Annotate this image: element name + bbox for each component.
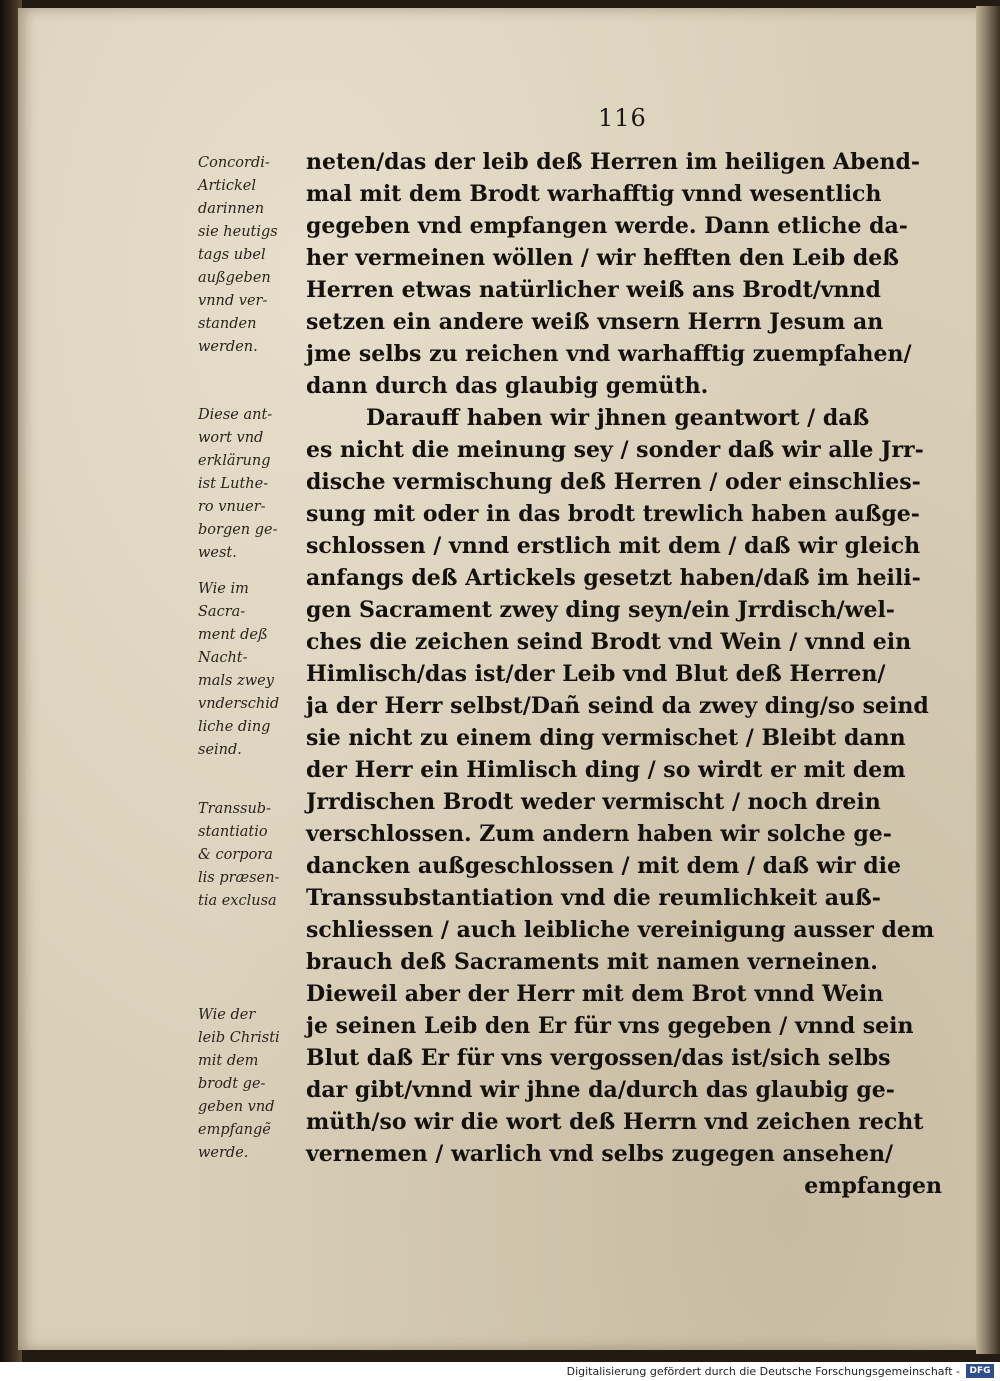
marginal-line: Sacra- — [198, 604, 246, 620]
marginal-line: werden. — [198, 339, 258, 355]
text-line: neten/das der leib deß Herren im heiligen Abend- — [306, 149, 920, 175]
text-line: mal mit dem Brodt warhafftig vnnd wesentlich — [306, 181, 882, 207]
text-line: es nicht die meinung sey / sonder daß wir alle Jrr- — [306, 437, 924, 463]
marginal-note-1 — [198, 152, 304, 359]
marginal-line: vnderschid — [198, 696, 280, 712]
marginal-line: Diese ant- — [198, 407, 273, 423]
text-line: dar gibt/vnnd wir jhne da/durch das glaubig ge- — [306, 1077, 895, 1103]
page-edge — [976, 6, 1000, 1354]
text-line: Blut daß Er für vns vergossen/das ist/sich selbs — [306, 1045, 891, 1071]
marginal-note-2 — [198, 404, 304, 565]
text-line: jme selbs zu reichen vnd warhafftig zuempfahen/ — [306, 341, 912, 367]
marginal-line: Transsub- — [198, 801, 271, 817]
marginal-line: tia exclusa — [198, 893, 277, 909]
marginal-line: außgeben — [198, 270, 271, 286]
marginal-line: & corpora — [198, 847, 273, 863]
marginal-line: ro vnuer- — [198, 499, 266, 515]
text-line: sung mit oder in das brodt trewlich haben außge- — [306, 501, 920, 527]
marginal-note-5 — [198, 1004, 304, 1165]
marginal-note-3 — [198, 578, 304, 762]
text-line: dancken außgeschlossen / mit dem / daß wir die — [306, 853, 901, 879]
text-line: Transsubstantiation vnd die reumlichkeit auß- — [306, 885, 881, 911]
text-line: gegeben vnd empfangen werde. Dann etliche da- — [306, 213, 908, 239]
text-line: verschlossen. Zum andern haben wir solche ge- — [306, 821, 892, 847]
marginal-line: mals zwey — [198, 673, 274, 689]
marginal-line: west. — [198, 545, 237, 561]
text-line: dische vermischung deß Herren / oder einschlies- — [306, 469, 921, 495]
text-line: schliessen / auch leibliche vereinigung ausser dem — [306, 917, 935, 943]
marginal-line: wort vnd — [198, 430, 264, 446]
page-number: 116 — [598, 104, 647, 132]
text-line: Herren etwas natürlicher weiß ans Brodt/vnnd — [306, 277, 881, 303]
text-line: vernemen / warlich vnd selbs zugegen ansehen/ — [306, 1141, 894, 1167]
text-line: sie nicht zu einem ding vermischet / Bleibt dann — [306, 725, 906, 751]
marginal-note-4 — [198, 798, 304, 913]
text-line: je seinen Leib den Er für vns gegeben / vnnd sein — [306, 1013, 914, 1039]
marginal-line: ment deß — [198, 627, 268, 643]
text-line: müth/so wir die wort deß Herrn vnd zeichen recht — [306, 1109, 924, 1135]
marginal-line: vnnd ver- — [198, 293, 268, 309]
marginal-line: tags ubel — [198, 247, 266, 263]
marginal-line: erklärung — [198, 453, 271, 469]
text-line: her vermeinen wöllen / wir hefften den Leib deß — [306, 245, 899, 271]
body-text — [306, 146, 942, 1202]
marginal-line: brodt ge- — [198, 1076, 266, 1092]
catchword: empfangen — [804, 1173, 942, 1199]
text-line: gen Sacrament zwey ding seyn/ein Jrrdisch/wel- — [306, 597, 895, 623]
text-line: ches die zeichen seind Brodt vnd Wein / vnnd ein — [306, 629, 912, 655]
text-line: anfangs deß Artickels gesetzt haben/daß im heili- — [306, 565, 921, 591]
text-line: Darauff haben wir jhnen geantwort / daß — [366, 405, 870, 431]
marginal-line: liche ding — [198, 719, 271, 735]
marginal-line: geben vnd — [198, 1099, 275, 1115]
marginal-line: lis præsen- — [198, 870, 280, 886]
funding-credit: Digitalisierung gefördert durch die Deutsche Forschungsgemeinschaft - — [566, 1365, 960, 1378]
marginal-line: Nacht- — [198, 650, 248, 666]
marginal-line: stantiatio — [198, 824, 268, 840]
text-line: der Herr ein Himlisch ding / so wirdt er mit dem — [306, 757, 906, 783]
text-line: brauch deß Sacraments mit namen verneinen. — [306, 949, 878, 975]
marginal-line: darinnen — [198, 201, 265, 217]
marginal-line: standen — [198, 316, 257, 332]
marginal-line: seind. — [198, 742, 242, 758]
marginal-line: Concordi- — [198, 155, 270, 171]
text-line: Dieweil aber der Herr mit dem Brot vnnd Wein — [306, 981, 884, 1007]
marginal-line: Wie im — [198, 581, 249, 597]
text-line: Jrrdischen Brodt weder vermischt / noch drein — [306, 789, 881, 815]
text-line: schlossen / vnnd erstlich mit dem / daß wir gleich — [306, 533, 921, 559]
marginal-line: Artickel — [198, 178, 256, 194]
marginal-line: empfangẽ — [198, 1122, 271, 1138]
footer-bar — [0, 1362, 1000, 1381]
marginal-line: Wie der — [198, 1007, 256, 1023]
marginal-line: sie heutigs — [198, 224, 278, 240]
text-line: dann durch das glaubig gemüth. — [306, 373, 709, 399]
marginal-line: werde. — [198, 1145, 249, 1161]
marginal-line: leib Christi — [198, 1030, 280, 1046]
marginal-line: borgen ge- — [198, 522, 278, 538]
marginal-line: ist Luthe- — [198, 476, 269, 492]
dfg-logo-icon: DFG — [966, 1364, 994, 1378]
text-line: Himlisch/das ist/der Leib vnd Blut deß Herren/ — [306, 661, 886, 687]
text-line: setzen ein andere weiß vnsern Herrn Jesum an — [306, 309, 884, 335]
text-line: ja der Herr selbst/Dañ seind da zwey ding/so seind — [306, 693, 929, 719]
marginal-line: mit dem — [198, 1053, 259, 1069]
